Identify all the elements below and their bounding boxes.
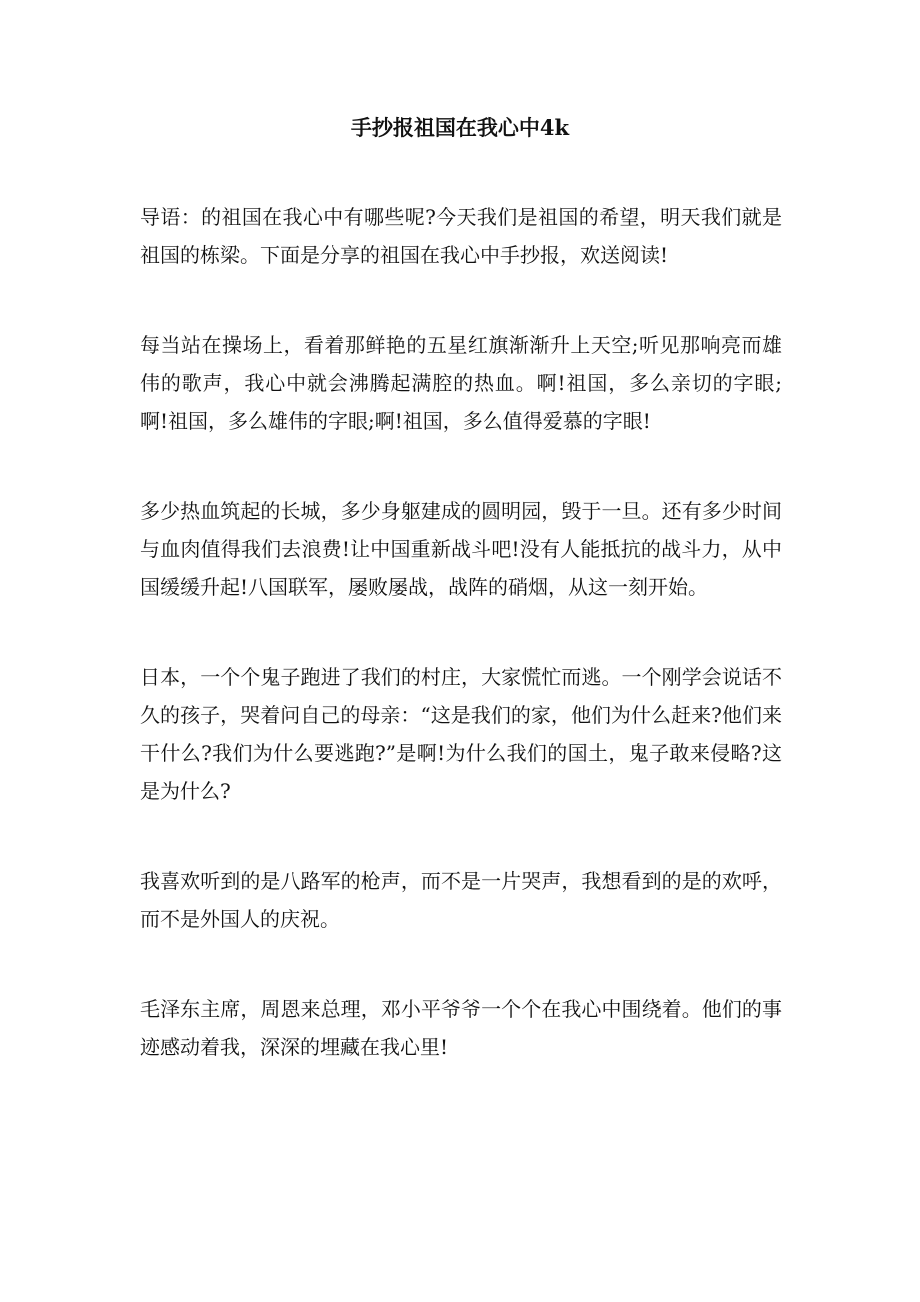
document-title: 手抄报祖国在我心中4k	[350, 115, 570, 140]
paragraph-leaders: 毛泽东主席，周恩来总理，邓小平爷爷一个个在我心中围绕着。他们的事迹感动着我，深深的埋藏在我心里!	[140, 997, 782, 1059]
paragraph-invasion: 日本，一个个鬼子跑进了我们的村庄，大家慌忙而逃。一个刚学会说话不久的孩子，哭着问自己的母亲：“这是我们的家，他们为什么赶来?他们来干什么?我们为什么要逃跑?”是啊!为什么我们的国土，鬼子敢来侵略?这是为什么?	[140, 665, 782, 803]
paragraph-history: 多少热血筑起的长城，多少身躯建成的圆明园，毁于一旦。还有多少时间与血肉值得我们去浪费!让中国重新战斗吧!没有人能抵抗的战斗力，从中国缓缓升起!八国联军，屡败屡战，战阵的硝烟，从这一刻开始。	[140, 499, 782, 599]
document-body	[140, 198, 782, 1118]
paragraph-army: 我喜欢听到的是八路军的枪声，而不是一片哭声，我想看到的是的欢呼，而不是外国人的庆祝。	[140, 869, 782, 931]
paragraph-flag: 每当站在操场上，看着那鲜艳的五星红旗渐渐升上天空;听见那响亮而雄伟的歌声，我心中就会沸腾起满腔的热血。啊!祖国，多么亲切的字眼;啊!祖国，多么雄伟的字眼;啊!祖国，多么值得爱慕的字眼!	[140, 333, 782, 433]
paragraph-intro: 导语：的祖国在我心中有哪些呢?今天我们是祖国的希望，明天我们就是祖国的栋梁。下面是分享的祖国在我心中手抄报，欢送阅读!	[140, 205, 782, 267]
